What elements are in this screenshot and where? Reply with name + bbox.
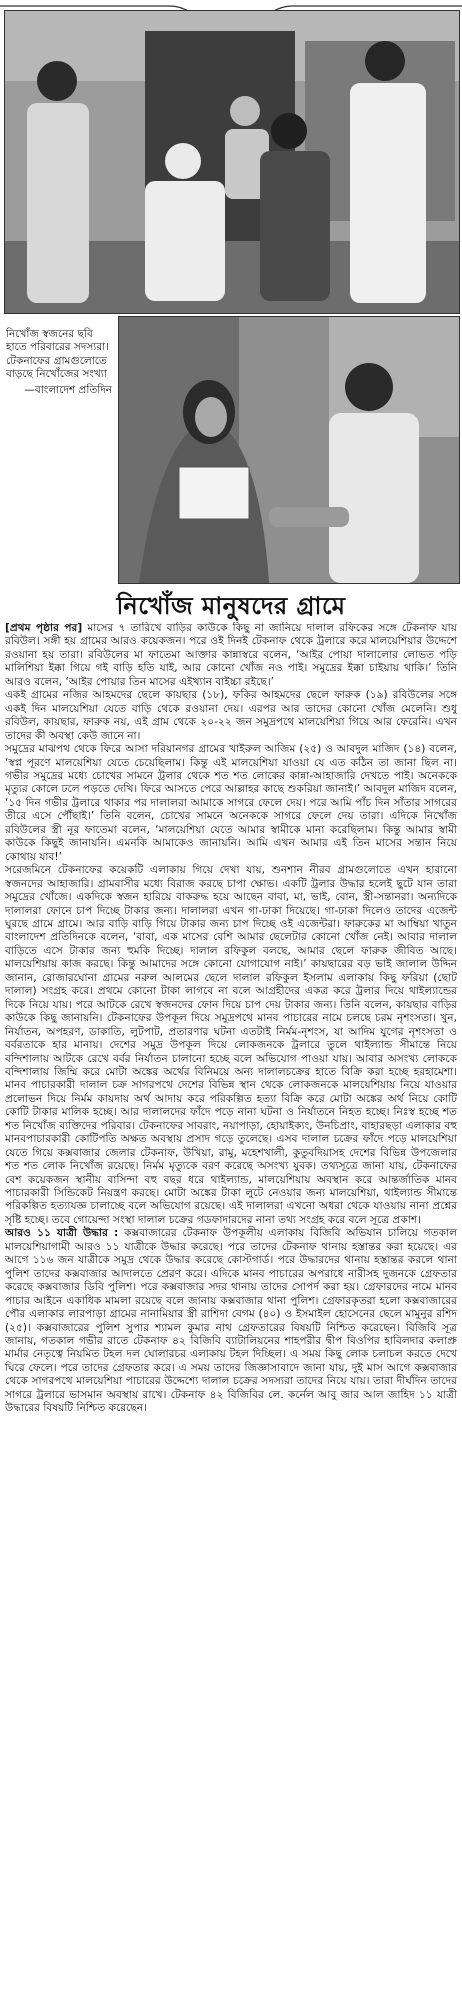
article-paragraph: সরেজমিনে টেকনাফের কয়েকটি এলাকায় গিয়ে দেখা যায়, শুনশান নীরব গ্রামগুলোতে এখন হারানো স্বজনদের আহাজারি। গ্রামবাসীর মধ্যে বিরাজ করছে চাপা ক্ষোভ। একটি ট্রলার উদ্ধার হলেই ছুটে যান তারা সমুদ্রের খোঁজে। একদিকে স্বজন হারিয়ে বাকরুদ্ধ হয়ে আছেন বাবা, মা, ভাই, বোন, স্ত্রী-সন্তানরা। অন্যদিকে দালালরা ফোনে চাপ দিচ্ছে টাকার জন্য। দালালরা এখন গা-ঢাকা দিয়েছে। গা-ঢাকা দিলেও তাদের এজেন্ট ঘুরছে গ্রামে গ্রামে। আর বাড়ি বাড়ি গিয়ে টাকার জন্য চাপ দিচ্ছে ওই এজেন্টরা। ফারুকের মা আম্বিয়া খাতুন বাংলাদেশ প্রতিদিনকে বলেন, ‘বাবা, এক মাসের বেশি আমার ছেলেটার কোনো খোঁজ নেই। আবার দালাল বাড়িতে এসে টাকার জন্য হুমকি দিচ্ছে। দালাল রফিকুল বলছে, আমার ছেলে ফারুক জীবিত আছে। মালয়েশিয়ায় কাজ করছে। কিন্তু আমাদের সঙ্গে কোনো যোগাযোগ নাই।’ কায়ছারের বড় ভাই জালাল উদ্দিন জানান, রোজারঘোনা গ্রামের নরুল আলমের ছেলে দালাল রফিকুল ইসলাম এলাকায় কিছু ফরিয়া (ছোট দালাল) সংগ্রহ করে। প্রথমে কোনো টাকা লাগবে না বলে আগ্রহীদের একত্র করে ট্রলার দিয়ে থাইল্যান্ডের দিকে নিয়ে যায়। পরে আটকে রেখে স্বজনদের ফোন দিয়ে চাপ দেয় টাকার জন্য। তিনি বলেন, কায়ছার বাড়ির কাউকে কিছু জানায়নি। টেকনাফের উপকূল দিয়ে সমুদ্রপথে মানব পাচারের নামে চলছে চরম নৃশংসতা। খুন, নির্যাতন, অপহরণ, ডাকাতি, লুটপাট, প্রতারণার ঘটনা এতটাই নির্মম-নৃশংস, যা আদিম যুগের নৃশংসতা ও বর্বরতাকে হার মানায়। দেশের সমুদ্র উপকূল দিয়ে লোকজনকে ট্রলারে তুলে থাইল্যান্ড সীমান্তে নিয়ে বন্দিশালায় আটকে রেখে বর্বর নির্যাতন চালানো হচ্ছে বলে অভিযোগ পাওয়া যায়। আবার অসংখ্য লোককে বন্দিশালায় জিম্মি করে মোটা অঙ্কের অর্থের বিনিময়ে অন্য দালালচক্রের হাতে বিক্রি করা হচ্ছে হরহামেশা। মানব পাচারকারী দালাল চক্র সাগরপথে দেশের বিভিন্ন স্থান থেকে লোকজনকে মালয়েশিয়ায় নিয়ে যাওয়ার প্রলোভন দিয়ে নির্মম কায়দায় অর্থ আদায় করে পরিকল্পিত হত্যা বিক্রি করে মোটা অঙ্কের অর্থ নিয়ে কোটি কোটি টাকার মালিক হচ্ছে। আর দালালদের ফাঁদে পড়ে নানা ঘটনা ও নির্যাতনে নিহত হচ্ছে। নিঃস্ব হচ্ছে শত শত নিখোঁজ ব্যক্তিদের পরিবার। টেকনাফের সাবরাং, নয়াপাড়া, হোয়াইক্যং, উনচিপ্রাং, বাহারছড়া এলাকার বহু মানবপাচারকারী কোটিপতি অক্ষত অবস্থায় প্রসাদ গড়ে তুলেছে। এসব দালাল চক্রের ফাঁদে পড়ে মালয়েশিয়া যেতে গিয়ে কক্সবাজার জেলার টেকনাফ, উখিয়া, রামু, মহেশখালী, কুতুবদিয়াসহ দেশের বিভিন্ন উপজেলার শত শত লোক নিখোঁজ রয়েছে। নির্মম মৃত্যুকে বরণ করেছে অসংখ্য যুবক। তথ্যসূত্রে জানা যায়, টেকনাফের বেশ কয়েকজন স্থানীয় বাসিন্দা বহু বছর ধরে থাইল্যান্ড, মালয়েশিয়ায় অবস্থান করে আন্তর্জাতিক মানব পাচারকারী সিন্ডিকেট নিয়ন্ত্রণ করছে। মোটা অঙ্কের টাকা লুটে নেওয়ার জন্য মালয়েশিয়া, থাইল্যান্ড সীমান্তে পরিকল্পিত হত্যাযজ্ঞ চালাচ্ছে বলে অভিযোগ রয়েছে। এই দালালরা এখনো অধরা থেকে যাওয়ায় নানা প্রশ্নের সৃষ্টি হচ্ছে। তবে গোয়েন্দা সংস্থা দালাল চক্রের গডফাদারদের নানা তথ্য সংগ্রহ করে বলে সূত্রে প্রকাশ। — [5, 864, 457, 1226]
article-body — [5, 622, 457, 1994]
article-paragraph: সমুদ্রের মাঝপথ থেকে ফিরে আসা দরিয়ানগর গ্রামের খাইরুল আজিম (২৫) ও আবদুল মাজিদ (১৪) বলেন, ‘স্বপ্ন পূরণে মালয়েশিয়া যেতে চেয়েছিলাম। কিন্তু এই মালয়েশিয়া যাওয়া যে এত কঠিন তা জানা ছিল না। গভীর সমুদ্রের মধ্যে চোখের সামনে ট্রলার থেকে শত শত লোকের কান্না-আহাজারি দেখতে পাই। অনেককে মৃত্যুর কোলে ঢলে পড়তে দেখি। ফিরে আসতে পেরে আল্লাহর কাছে শুকরিয়া জানাই।’ আবদুল মাজিদ বলেন, ‘১৫ দিন গভীর ট্রলারে থাকার পর দালালরা আমাকে সাগরে ফেলে দেয়। পরে আমি পাঁচ দিন সাঁতার সাগরের তীরে এসে পৌঁছাই।’ তিনি বলেন, চোখের সামনে অনেককে সাগরে ফেলে দেয় তারা। এদিকে নিখোঁজ রবিউলের স্ত্রী নূর ফাতেমা বলেন, ‘মালয়েশিয়া যেতে আমার স্বামীকে মানা করেছিলাম। কিন্তু আমার স্বামী কাউকে কিছুই জানায়নি। এমনকি আমাকেও জানায়নি। আমি এখন আমার এই তিন মাসের সন্তান নিয়ে কোথায় যাব!’ — [5, 743, 457, 863]
photo-woman-and-man-icon — [119, 317, 459, 583]
lead-label: [প্রথম পৃষ্ঠার পর] — [5, 622, 83, 634]
article-paragraph — [5, 622, 457, 689]
woman-and-man-photo — [118, 316, 460, 584]
caption-credit: —বাংলাদেশ প্রতিদিন — [24, 383, 112, 396]
photo-caption — [6, 328, 112, 397]
paragraph-text: মাসের ৭ তারিখে বাড়ির কাউকে কিছু না জানিয়ে দালাল রফিকের সঙ্গে টেকনাফ যায় রবিউল। সঙ্গী হয় গ্রামের আরও কয়েকজন। পরে ওই দিনই টেকনাফ থেকে ট্রলারে করে মালয়েশিয়ার উদ্দেশে রওয়ানা হয় তারা। রবিউলের মা ফাতেমা আক্তার কান্নাস্বরে বলেন, ‘আইর পোয়া দালালোর লোভত পড়ি মালিশিয়া ইক্কা গিয়ে গই বাড়ি হতি যাই, আর কোনো খোঁজ নও পাই। সমুদ্রের ইক্কা চাইয়ায় থাকি।’ তিনি আরও বলেন, ‘আইর পোয়ার তিন মাসের এইখ্যান বাইচ্চা রইছে।’ — [5, 622, 457, 688]
caption-text: নিখোঁজ স্বজনের ছবি হাতে পরিবারের সদস্যরা। টেকনাফের গ্রামগুলোতে বাড়ছে নিখোঁজের সংখ্যা — [6, 328, 109, 381]
article-headline: নিখোঁজ মানুষদের গ্রামে — [116, 591, 346, 620]
photo-family-group-icon — [5, 11, 459, 313]
family-group-photo — [4, 10, 460, 314]
paragraph-text: কক্সবাজারের টেকনাফ উপকূলীয় এলাকায় বিজিবি অভিযান চালিয়ে গতকাল মালয়েশিয়াগামী আরও ১১ যাত্রীকে উদ্ধার করেছে। পরে তাদের টেকনাফ থানায় হস্তান্তর করা হয়েছে। এর আগে ১১৬ জন যাত্রীকে সমুদ্র থেকে উদ্ধার করেছে কোস্টগার্ড। পরে উদ্ধারদের থানায় হস্তান্তর করলে থানা পুলিশ তাদের কক্সবাজার আদালতে প্রেরণ করে। এদিকে মানব পাচারের অপরাধে নারীসহ দুজনকে গ্রেফতার করেছে কক্সবাজার ডিবি পুলিশ। পরে কক্সবাজার সদর থানায় তাদের সোপর্দ করা হয়। গ্রেফারদের নামে মানব পাচার আইনে একাধিক মামলা রয়েছে বলে জানায় কক্সবাজার থানা পুলিশ। গ্রেফারকৃতরা হলো কক্সবাজারের পৌর এলাকার লারপাড়া গ্রামের নানামিয়ার স্ত্রী রাশিদা বেগম (৪০) ও ইসমাইল হোসেনের ছেলে মামুনুর রশিদ (২৫)। কক্সবাজারের পুলিশ সুপার শ্যামল কুমার নাথ গ্রেফতারের বিষয়টি নিশ্চিত করেছেন। বিজিবি সূত্র জানায়, গতকাল গভীর রাতে টেকনাফ ৪২ বিজিবি ব্যাটালিয়নের শাহপরীর দ্বীপ বিওপির হাবিলদার কলাপ্রু মার্মার নেতৃত্বে নিয়মিত টহল দল ঘোলারচর এলাকায় টহল দিচ্ছিল। এ সময় কিছু লোক চলাচল করতে দেখে ঘিরে ফেলে। পরে তাদের গ্রেফতার করে। এ সময় তাদের জিজ্ঞাসাবাদে জানা যায়, দুই মাস আগে কক্সবাজার থেকে সাগরপথে মালয়েশিয়া পাচারের উদ্দেশ্যে দালাল চক্রের সদস্যরা তাদের নিয়ে যায়। তারা দীর্ঘদিন তাদের সাগরে ট্রলারে ভাসমান অবস্থায় রাখে। টেকনাফ ৪২ বিজিবির লে. কর্নেল আবু জার আল জাহিদ ১১ যাত্রী উদ্ধারের বিষয়টি নিশ্চিত করেছেন। — [5, 1227, 457, 1415]
subhead-label: আরও ১১ যাত্রী উদ্ধার : — [5, 1227, 119, 1240]
article-paragraph — [5, 1227, 457, 1415]
article-paragraph: একই গ্রামের নজির আহমদের ছেলে কায়ছার (১৮), ফকির আহমদের ছেলে ফারুক (১৯) রবিউলের সঙ্গে একই দিন মালয়েশিয়া যেতে বাড়ি থেকে রওয়ানা দেয়। এরপর আর তাদের কোনো খোঁজ মেলেনি। শুধু রবিউল, কায়ছার, ফারুক নয়, এই গ্রাম থেকে ২০-২২ জন সমুদ্রপথে মালয়েশিয়া গিয়ে আর ফেরেনি। এখন তাদের কী অবস্থা কেউ জানে না। — [5, 689, 457, 742]
